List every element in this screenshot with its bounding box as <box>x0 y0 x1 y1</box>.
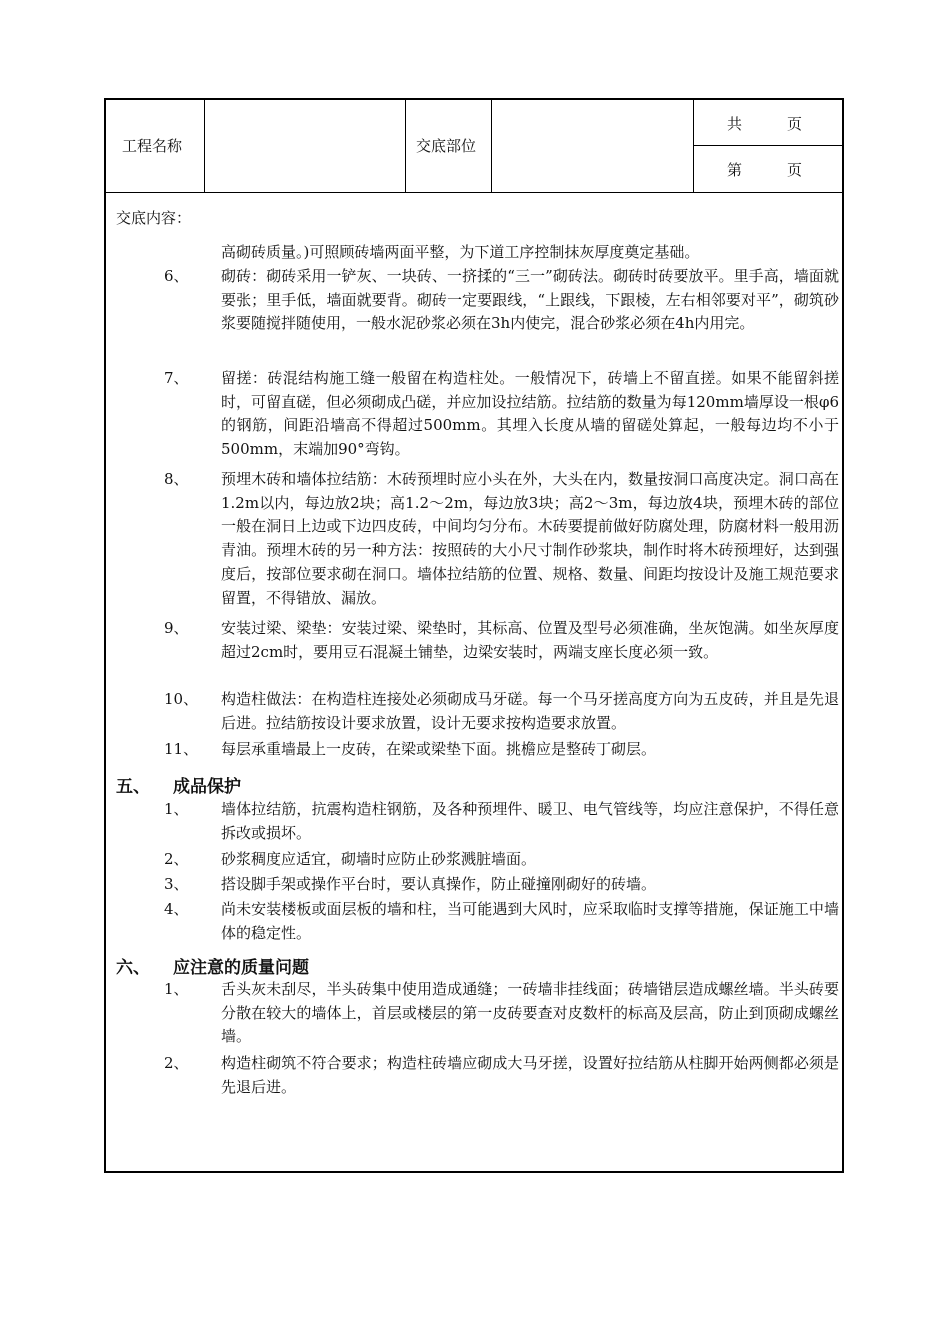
col-divider-1 <box>204 100 205 192</box>
item-number: 2、 <box>164 850 189 868</box>
item-text: 舌头灰未刮尽，半头砖集中使用造成通缝；一砖墙非挂线面；砖墙错层造成螺丝墙。半头砖要分散在较大的墙体上，首层或楼层的第一皮砖要查对皮数杆的标高及层高，防止到顶砌成螺丝墙。 <box>221 980 839 1046</box>
item-text: 砌砖：砌砖采用一铲灰、一块砖、一挤揉的“三一”砌砖法。砌砖时砖要放平。里手高，墙面就要张；里手低，墙面就要背。砌砖一定要跟线，“上跟线，下跟棱，左右相邻要对平”，砌筑砂浆要随搅拌随使用，一般水泥砂浆必须在3h内使完，混合砂浆必须在4h内用完。 <box>221 267 839 333</box>
total-pages: 共 页 <box>727 115 803 133</box>
item-number: 3、 <box>164 875 189 893</box>
location-label: 交底部位 <box>416 137 477 155</box>
item-number: 11、 <box>164 740 199 758</box>
item-text: 每层承重墙最上一皮砖，在梁或梁垫下面。挑檐应是整砖丁砌层。 <box>221 740 657 758</box>
item-text: 构造柱做法：在构造柱连接处必须砌成马牙磋。每一个马牙搓高度方向为五皮砖，并且是先退后进。拉结筋按设计要求放置，设计无要求按构造要求放置。 <box>221 690 839 732</box>
item-number: 2、 <box>164 1054 189 1072</box>
item-text: 构造柱砌筑不符合要求；构造柱砖墙应砌成大马牙搓，设置好拉结筋从柱脚开始两侧都必须是先退后进。 <box>221 1054 839 1096</box>
project-name-label: 工程名称 <box>122 137 183 155</box>
item-number: 1、 <box>164 980 189 998</box>
item-text: 留搓：砖混结构施工缝一般留在构造柱处。一般情况下，砖墙上不留直搓。如果不能留斜搓时，可留直磋，但必须砌成凸磋，并应加设拉结筋。拉结筋的数量为每120mm墙厚设一根φ6的钢筋，间距沿墙高不得超过500mm。其埋入长度从墙的留磋处算起，一般每边均不小于500mm，末端加90°弯钩。 <box>221 369 839 459</box>
page-number: 第 页 <box>727 161 803 179</box>
item-number: 10、 <box>164 690 199 708</box>
item-number: 6、 <box>164 267 189 285</box>
item-text: 预埋木砖和墙体拉结筋：木砖预埋时应小头在外，大头在内，数量按洞口高度决定。洞口高在1.2m以内，每边放2块；高1.2～2m，每边放3块；高2～3m，每边放4块，预埋木砖的部位一般在洞日上边或下边四皮砖，中间均匀分布。木砖要提前做好防腐处理，防腐材料一般用沥青油。预埋木砖的另一种方法：按照砖的大小尺寸制作砂浆块，制作时将木砖预埋好，达到强度后，按部位要求砌在洞口。墙体拉结筋的位置、规格、数量、间距均按设计及施工规范要求留置，不得错放、漏放。 <box>221 470 839 607</box>
item-text: 搭设脚手架或操作平台时，要认真操作，防止碰撞刚砌好的砖墙。 <box>221 875 657 893</box>
section-title: 成品保护 <box>173 777 241 797</box>
page-row-divider <box>693 145 842 146</box>
section-number: 六、 <box>116 958 150 978</box>
continuation-text: 高砌砖质量。)可照顾砖墙两面平整，为下道工序控制抹灰厚度奠定基础。 <box>221 243 700 261</box>
item-text: 墙体拉结筋，抗震构造柱钢筋，及各种预埋件、暖卫、电气管线等，均应注意保护，不得任意拆改或损坏。 <box>221 800 839 842</box>
col-divider-4 <box>693 100 694 192</box>
item-text: 尚未安装楼板或面层板的墙和柱，当可能遇到大风时，应采取临时支撑等措施，保证施工中墙体的稳定性。 <box>221 900 839 942</box>
col-divider-2 <box>405 100 406 192</box>
item-number: 4、 <box>164 900 189 918</box>
item-number: 1、 <box>164 800 189 818</box>
section-number: 五、 <box>116 777 150 797</box>
col-divider-3 <box>491 100 492 192</box>
header-bottom-rule <box>106 192 842 193</box>
disclosure-content-label: 交底内容： <box>116 209 192 227</box>
item-number: 7、 <box>164 369 189 387</box>
item-text: 砂浆稠度应适宜，砌墙时应防止砂浆溅脏墙面。 <box>221 850 537 868</box>
item-text: 安装过梁、梁垫：安装过梁、梁垫时，其标高、位置及型号必须准确，坐灰饱满。如坐灰厚度超过2cm时，要用豆石混凝土铺垫，边梁安装时，两端支座长度必须一致。 <box>221 619 839 661</box>
item-number: 9、 <box>164 619 189 637</box>
section-title: 应注意的质量问题 <box>173 958 309 978</box>
disclosure-form <box>104 98 844 1173</box>
item-number: 8、 <box>164 470 189 488</box>
